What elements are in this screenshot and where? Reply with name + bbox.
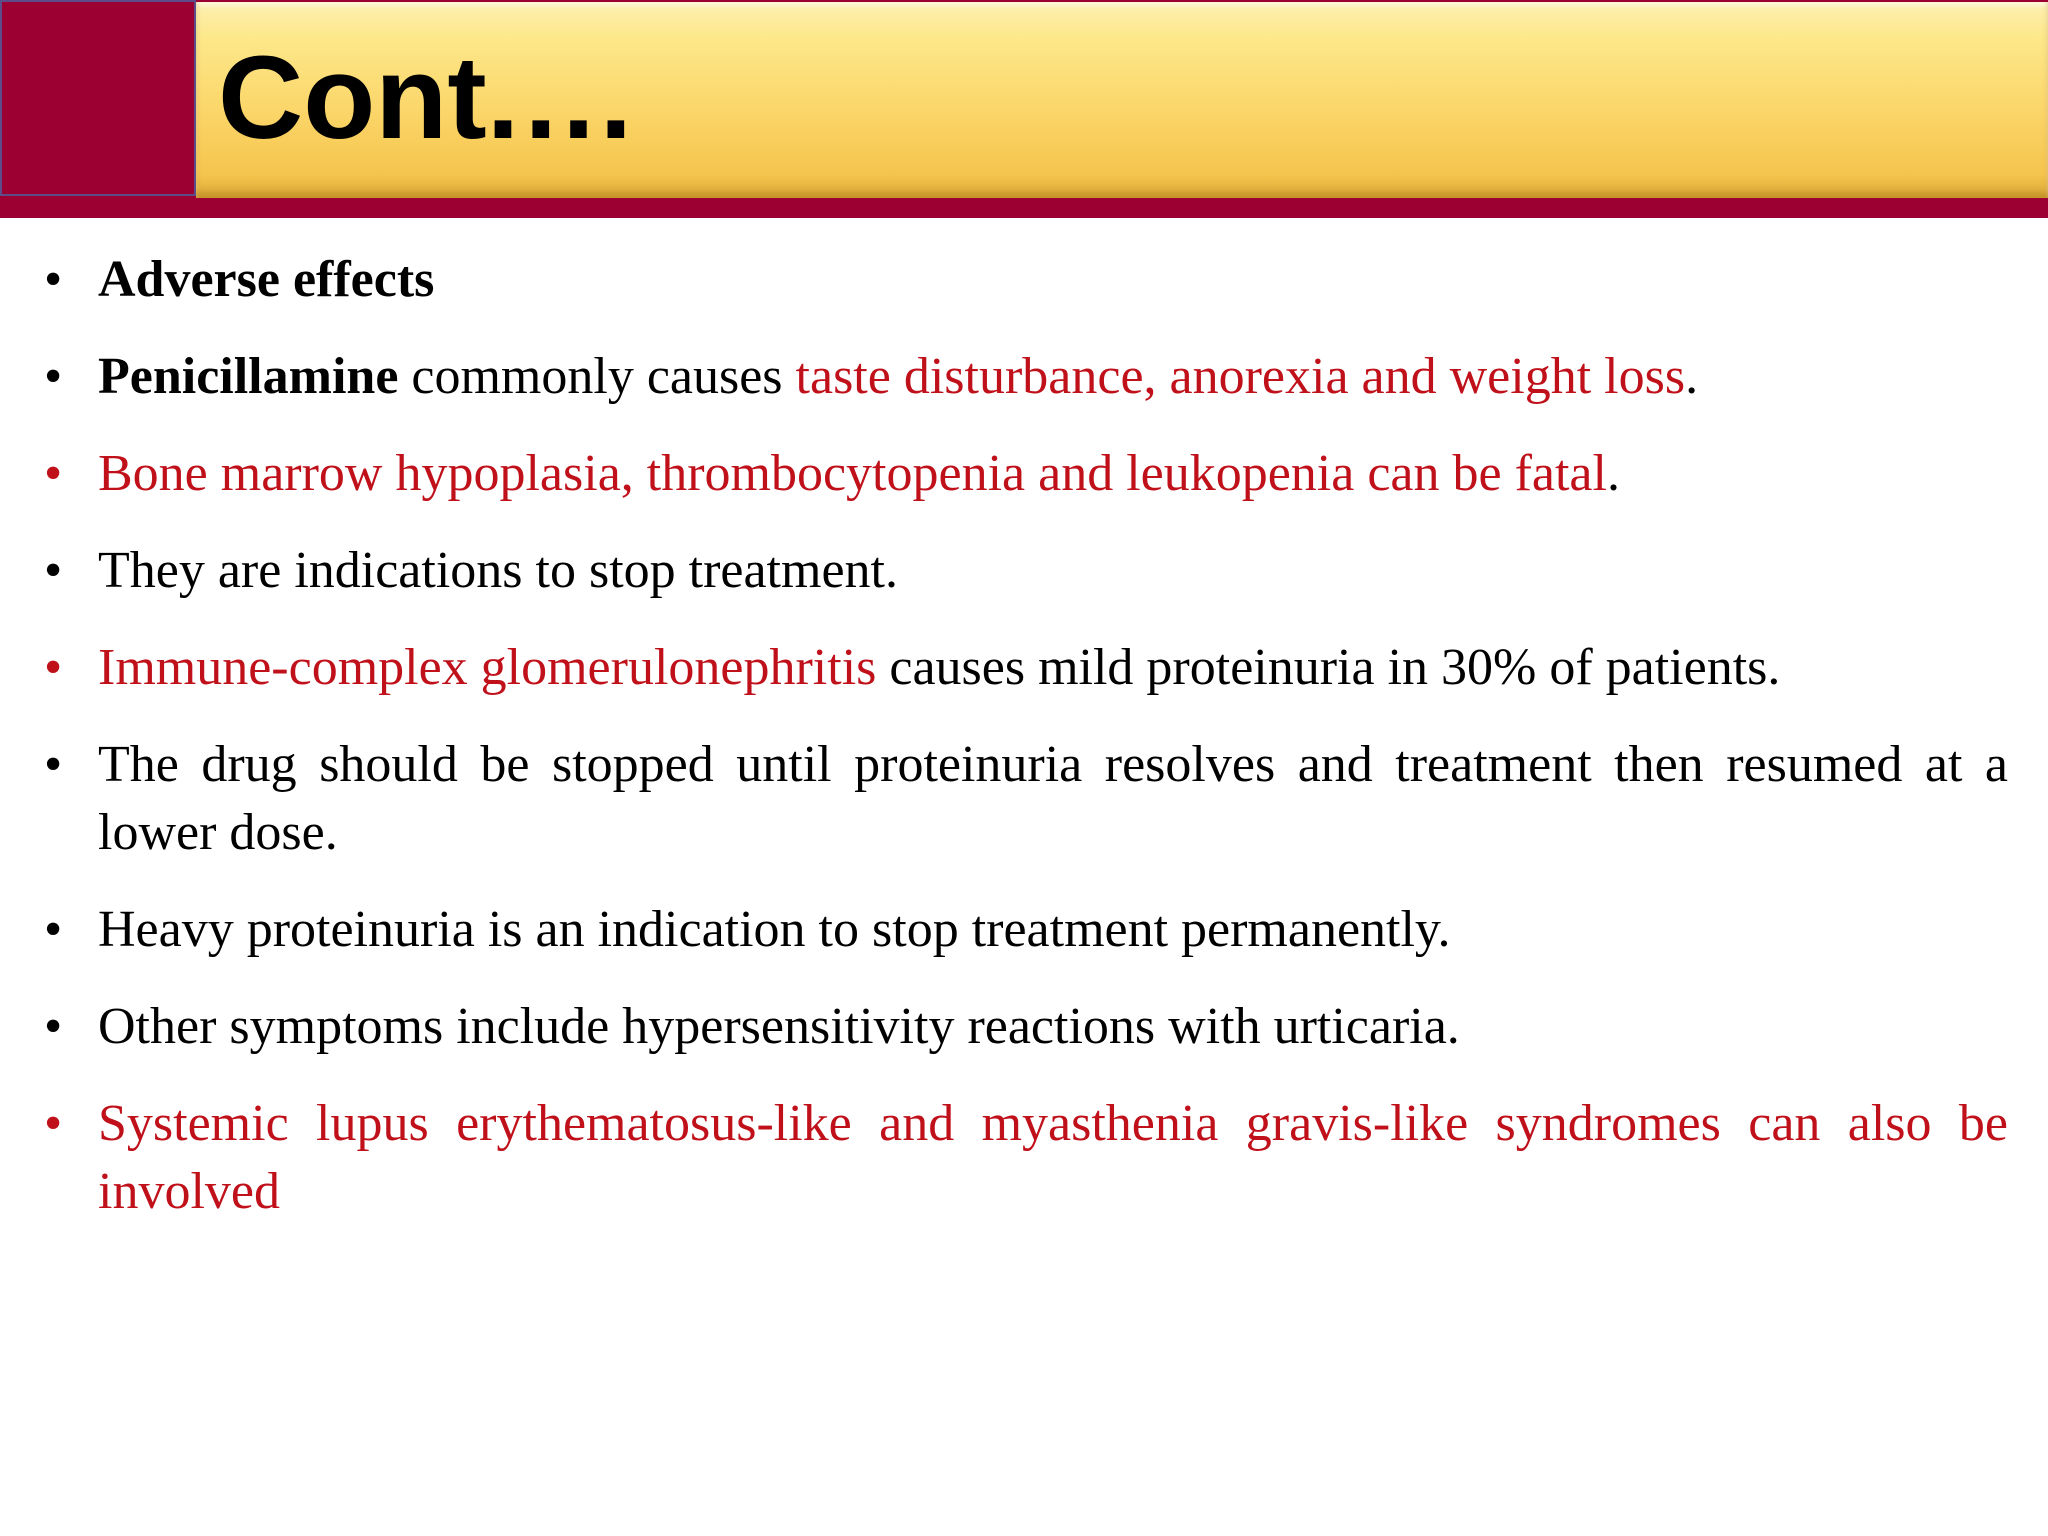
bullet-icon: • <box>44 251 63 308</box>
bullet-glomerulonephritis <box>40 634 2008 702</box>
bullet-icon: • <box>44 736 63 793</box>
bullet-text: commonly causes <box>398 348 796 405</box>
bullet-icon: • <box>44 901 63 958</box>
bullet-text: Other symptoms include hypersensitivity reactions with urticaria. <box>98 998 1460 1055</box>
bullet-text-end: . <box>1606 445 1620 502</box>
drug-name: Penicillamine <box>98 348 399 405</box>
bullet-text: They are indications to stop treatment. <box>98 542 898 599</box>
highlighted-text: Immune-complex glomerulonephritis <box>98 639 877 696</box>
header-accent-square <box>0 0 196 196</box>
bullet-text: The drug should be stopped until proteinuria resolves and treatment then resumed at a lower dose. <box>98 736 2008 861</box>
bullet-indications-stop <box>40 537 2008 605</box>
highlighted-text: Systemic lupus erythematosus-like and myasthenia gravis-like syndromes can also be involved <box>98 1095 2008 1220</box>
bullet-adverse-effects <box>40 246 2008 314</box>
bullet-drug-stopped <box>40 731 2008 867</box>
header-band <box>0 0 2048 218</box>
bullet-text-end: causes mild proteinuria in 30% of patients. <box>876 639 1781 696</box>
bullet-hypersensitivity <box>40 993 2008 1061</box>
bullet-icon: • <box>44 445 63 502</box>
bullet-text: Adverse effects <box>98 251 435 308</box>
bullet-bone-marrow <box>40 440 2008 508</box>
highlighted-text: Bone marrow hypoplasia, thrombocytopenia and leukopenia can be fatal <box>98 445 1607 502</box>
bullet-heavy-proteinuria <box>40 896 2008 964</box>
header-divider <box>0 198 2048 218</box>
bullet-icon: • <box>44 542 63 599</box>
highlighted-text: taste disturbance, anorexia and weight loss <box>795 348 1686 405</box>
slide-title: Cont.… <box>218 32 638 164</box>
bullet-lupus-myasthenia <box>40 1090 2008 1226</box>
bullet-text-end: . <box>1685 348 1699 405</box>
bullet-icon: • <box>44 639 63 696</box>
bullet-text: Heavy proteinuria is an indication to stop treatment permanently. <box>98 901 1451 958</box>
bullet-icon: • <box>44 348 63 405</box>
bullet-icon: • <box>44 1095 63 1152</box>
bullet-list <box>40 246 2008 1226</box>
bullet-penicillamine <box>40 343 2008 411</box>
bullet-icon: • <box>44 998 63 1055</box>
